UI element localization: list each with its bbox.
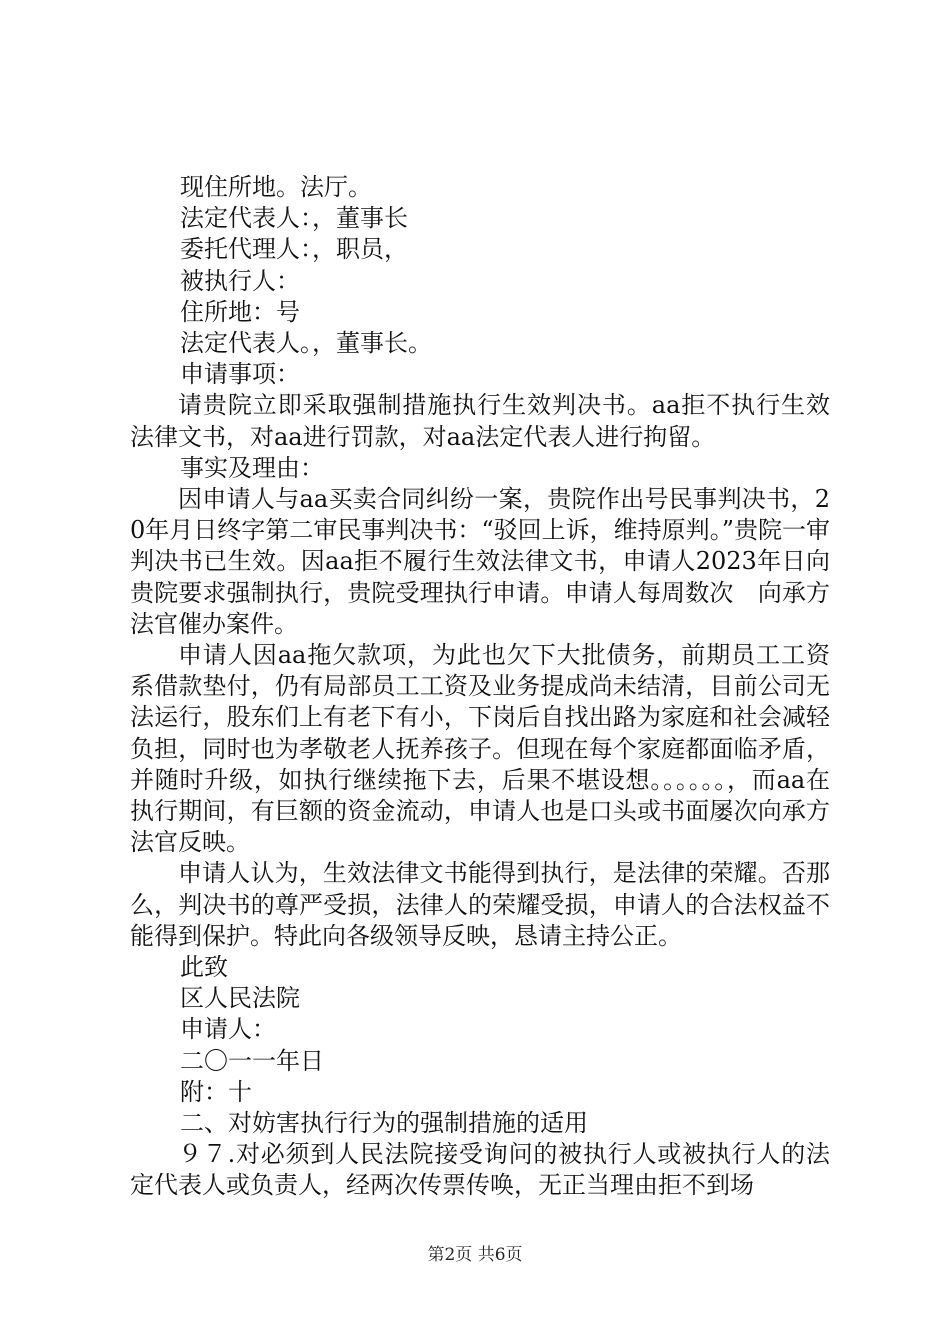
line-applicant-sign: 申请人：: [180, 1015, 276, 1044]
paragraph-facts-3: 申请人认为，生效法律文书能得到执行，是法律的荣耀。否那么，判决书的尊严受损，法律人的荣耀受损，申请人的合法权益不能得到保护。特此向各级领导反映，恳请主持公正。: [130, 859, 830, 950]
paragraph-request: 请贵院立即采取强制措施执行生效判决书。aa拒不执行生效法律文书，对aa进行罚款，对aa法定代表人进行拘留。: [130, 391, 830, 451]
line-attachment: 附：十: [180, 1077, 252, 1106]
line-legal-rep-respondent: 法定代表人。，董事长。: [180, 328, 432, 357]
document-body: [130, 172, 830, 1201]
line-agent: 委托代理人：，职员，: [180, 235, 408, 264]
paragraph-facts-2: 申请人因aa拖欠款项，为此也欠下大批债务，前期员工工资系借款垫付，仍有局部员工工资及业务提成尚未结清，目前公司无法运行，股东们上有老下有小，下岗后自找出路为家庭和社会减轻负担，同时也为孝敬老人抚养孩子。但现在每个家庭都面临矛盾，并随时升级，如执行继续拖下去，后果不堪设想。。。。。。，而aa在执行期间，有巨额的资金流动，申请人也是口头或书面屡次向承方法官反映。: [130, 640, 830, 857]
paragraph-article-97: ９７.对必须到人民法院接受询问的被执行人或被执行人的法定代表人或负责人，经两次传票传唤，无正当理由拒不到场: [130, 1140, 830, 1200]
heading-section-two: 二、对妨害执行行为的强制措施的适用: [180, 1108, 588, 1137]
paragraph-facts-1: 因申请人与aa买卖合同纠纷一案，贵院作出号民事判决书，20年月日终字第二审民事判决书：“驳回上诉，维持原判。”贵院一审判决书已生效。因aa拒不履行生效法律文书，申请人2023年日向贵院要求强制执行，贵院受理执行申请。申请人每周数次 向承方法官催办案件。: [130, 484, 830, 638]
line-court: 区人民法院: [180, 984, 300, 1013]
line-legal-rep-applicant: 法定代表人：，董事长: [180, 204, 408, 233]
line-salutation: 此致: [180, 952, 228, 981]
heading-facts-reasons: 事实及理由：: [180, 453, 324, 482]
line-address: 住所地：号: [180, 297, 300, 326]
page-number-footer: 第2页 共6页: [427, 1245, 523, 1265]
line-respondent: 被执行人：: [180, 266, 300, 295]
line-date: 二〇一一年日: [180, 1046, 324, 1075]
heading-request-items: 申请事项：: [180, 360, 300, 389]
line-residence: 现住所地。法厅。: [180, 173, 372, 201]
